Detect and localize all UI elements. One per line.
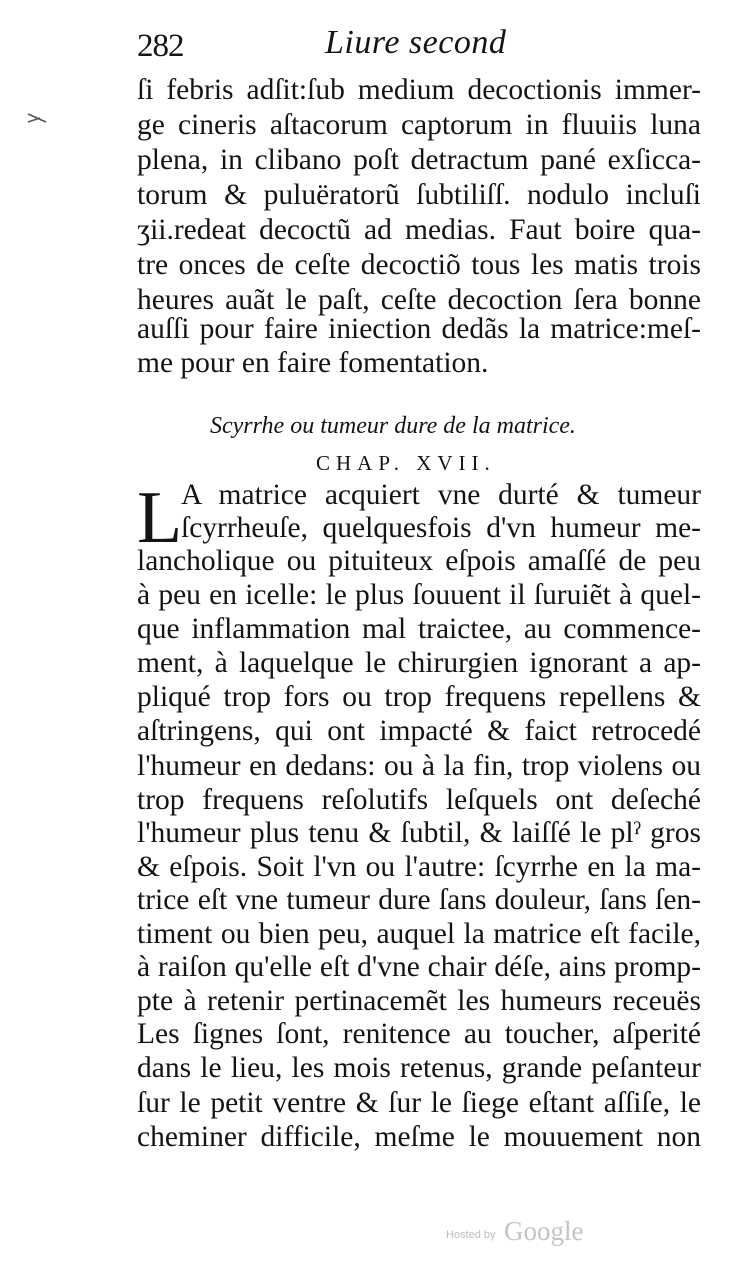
text-line: ſi febris adſit:ſub medium decoctionis immer- <box>137 74 701 106</box>
drop-cap: L <box>137 477 183 559</box>
text-line: timent ou bien peu, auquel la matrice eſt facile, <box>137 918 701 950</box>
section-title: Scyrrhe ou tumeur dure de la matrice. <box>210 413 576 439</box>
text-line: ſcyrrheuſe, quelquesfois d'vn humeur me- <box>181 512 701 544</box>
text-line: cheminer difficile, meſme le mouuement non <box>137 1121 701 1153</box>
text-line: me pour en faire fomentation. <box>137 347 489 379</box>
text-line: heures auãt le paſt, ceſte decoction ſera bonne <box>137 284 701 316</box>
text-line: à peu en icelle: le plus ſouuent il ſuruiẽt à quel- <box>137 579 701 611</box>
text-line: ſur le petit ventre & ſur le ſiege eſtant aſſiſe, le <box>137 1087 701 1119</box>
text-line: Les ſignes ſont, renitence au toucher, aſperité <box>137 1018 701 1050</box>
text-line: trice eſt vne tumeur dure ſans douleur, ſans ſen- <box>137 884 701 916</box>
running-title: Liure second <box>325 24 507 61</box>
margin-mark-icon <box>26 110 48 132</box>
text-line: l'humeur plus tenu & ſubtil, & laiſſé le plˀ gros <box>137 817 701 849</box>
text-line: ge cineris aſtacorum captorum in fluuiis luna <box>137 109 701 141</box>
text-line: pliqué trop fors ou trop frequens repellens & <box>137 681 701 713</box>
text-line: lancholique ou pituiteux eſpois amaſſé de peu <box>137 545 701 577</box>
hosted-by-label: Hosted by <box>446 1229 496 1241</box>
text-line: & eſpois. Soit l'vn ou l'autre: ſcyrrhe en la ma- <box>137 851 701 883</box>
text-line: dans le lieu, les mois retenus, grande peſanteur <box>137 1052 701 1084</box>
text-line: torum & puluëratorũ ſubtiliſſ. nodulo incluſi <box>137 179 701 211</box>
text-line: plena, in clibano poſt detractum pané exſicca- <box>137 144 701 176</box>
text-line: trop frequens reſolutifs leſquels ont deſeché <box>137 784 701 816</box>
page-header <box>137 22 697 74</box>
text-line: ʒii.redeat decoctũ ad medias. Faut boire qua- <box>137 214 701 246</box>
text-line: auſſi pour faire iniection dedãs la matrice:meſ- <box>137 313 701 345</box>
page-number: 282 <box>137 28 184 64</box>
text-line: pte à retenir pertinacemẽt les humeurs receuës <box>137 985 701 1017</box>
hosted-by-google-watermark <box>446 1216 606 1252</box>
text-line: que inflammation mal traictee, au commence- <box>137 613 701 645</box>
text-line: tre onces de ceſte decoctiõ tous les matis trois <box>137 249 701 281</box>
text-line: l'humeur en dedans: ou à la fin, trop violens ou <box>137 750 701 782</box>
text-line: ment, à laquelque le chirurgien ignorant a ap- <box>137 647 701 679</box>
chapter-label: CHAP. XVII. <box>316 451 496 475</box>
text-line: A matrice acquiert vne durté & tumeur <box>181 479 701 511</box>
google-logo: Google <box>504 1216 584 1246</box>
text-line: à raiſon qu'elle eſt d'vne chair déſe, ains promp- <box>137 951 701 983</box>
text-line: aſtringens, qui ont impacté & faict retrocedé <box>137 715 701 747</box>
